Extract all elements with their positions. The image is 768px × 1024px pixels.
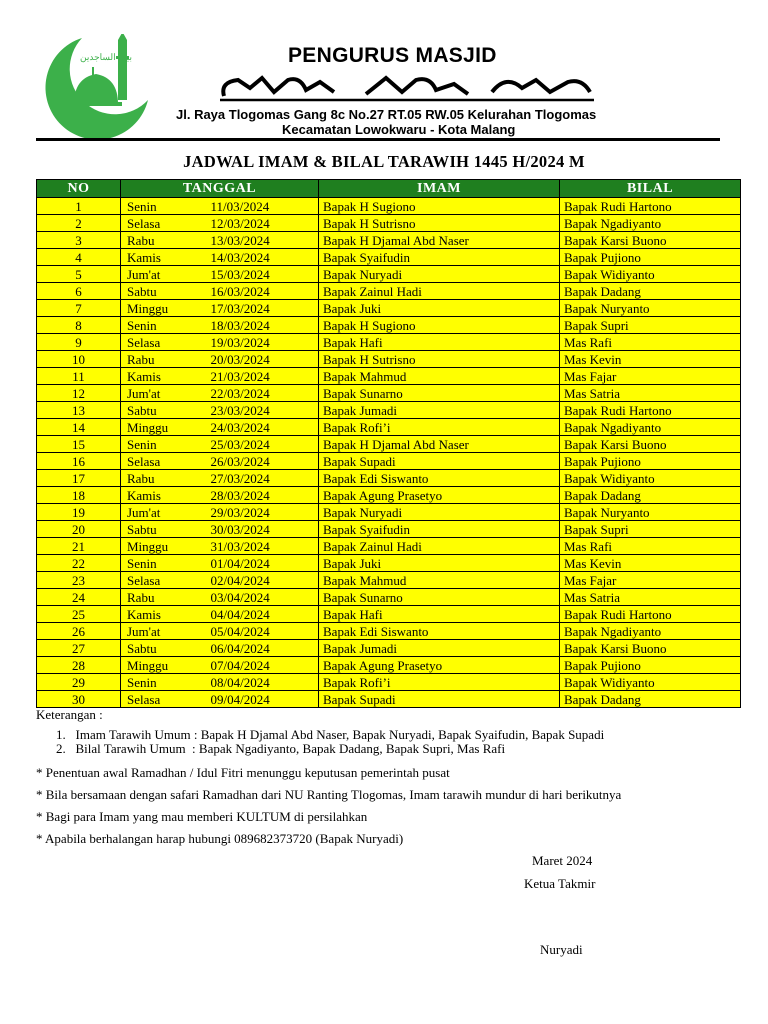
table-row [37,385,741,402]
cell-date: 21/03/2024 [205,368,319,385]
address-line-1: Jl. Raya Tlogomas Gang 8c No.27 RT.05 RW.05 Kelurahan Tlogomas [176,107,597,122]
cell-bilal: Bapak Karsi Buono [560,640,741,657]
cell-no: 16 [37,453,121,470]
table-row [37,317,741,334]
cell-day: Rabu [121,351,205,368]
cell-day: Kamis [121,249,205,266]
cell-date: 07/04/2024 [205,657,319,674]
cell-imam: Bapak Zainul Hadi [319,538,560,555]
cell-bilal: Bapak Dadang [560,283,741,300]
cell-no: 17 [37,470,121,487]
cell-imam: Bapak H Sutrisno [319,215,560,232]
cell-date: 06/04/2024 [205,640,319,657]
table-row [37,640,741,657]
cell-no: 24 [37,589,121,606]
cell-bilal: Bapak Pujiono [560,453,741,470]
cell-bilal: Mas Kevin [560,351,741,368]
signature-date: Maret 2024 [532,853,593,868]
cell-imam: Bapak Nuryadi [319,266,560,283]
note-item: * Bila bersamaan dengan safari Ramadhan dari NU Ranting Tlogomas, Imam tarawih mundur di hari berikutnya [36,787,622,802]
cell-bilal: Bapak Nuryanto [560,300,741,317]
cell-day: Selasa [121,691,205,708]
cell-day: Selasa [121,453,205,470]
table-row [37,691,741,708]
table-row [37,368,741,385]
cell-bilal: Bapak Rudi Hartono [560,198,741,215]
cell-no: 23 [37,572,121,589]
notes-bullets [36,765,621,853]
cell-imam: Bapak Mahmud [319,368,560,385]
cell-date: 29/03/2024 [205,504,319,521]
cell-date: 31/03/2024 [205,538,319,555]
cell-bilal: Mas Rafi [560,538,741,555]
cell-bilal: Bapak Dadang [560,487,741,504]
table-row [37,487,741,504]
cell-imam: Bapak Syaifudin [319,521,560,538]
cell-imam: Bapak Zainul Hadi [319,283,560,300]
table-row [37,572,741,589]
cell-no: 11 [37,368,121,385]
cell-date: 17/03/2024 [205,300,319,317]
table-row [37,521,741,538]
cell-day: Minggu [121,419,205,436]
table-row [37,232,741,249]
cell-day: Selasa [121,334,205,351]
cell-day: Kamis [121,487,205,504]
cell-date: 11/03/2024 [205,198,319,215]
cell-date: 16/03/2024 [205,283,319,300]
table-row [37,657,741,674]
cell-imam: Bapak Mahmud [319,572,560,589]
table-row [37,266,741,283]
cell-bilal: Mas Rafi [560,334,741,351]
cell-imam: Bapak Sunarno [319,589,560,606]
notes-list [56,728,604,756]
cell-date: 25/03/2024 [205,436,319,453]
cell-day: Sabtu [121,640,205,657]
org-title: PENGURUS MASJID [288,44,497,67]
cell-bilal: Bapak Karsi Buono [560,232,741,249]
col-header-imam: IMAM [319,180,560,198]
table-row [37,215,741,232]
cell-no: 25 [37,606,121,623]
cell-no: 28 [37,657,121,674]
table-row [37,249,741,266]
cell-date: 08/04/2024 [205,674,319,691]
cell-day: Rabu [121,589,205,606]
cell-day: Senin [121,198,205,215]
cell-imam: Bapak Jumadi [319,402,560,419]
cell-day: Senin [121,436,205,453]
cell-no: 21 [37,538,121,555]
cell-no: 6 [37,283,121,300]
cell-day: Senin [121,317,205,334]
cell-bilal: Bapak Widiyanto [560,266,741,283]
cell-bilal: Bapak Widiyanto [560,470,741,487]
cell-day: Jum'at [121,623,205,640]
table-row [37,283,741,300]
cell-day: Selasa [121,572,205,589]
table-row [37,538,741,555]
mosque-name-text: Baitus Sajidin [353,83,459,100]
mosque-logo [36,34,154,140]
signature-name: Nuryadi [540,942,583,957]
cell-no: 19 [37,504,121,521]
table-row [37,402,741,419]
table-row [37,419,741,436]
cell-imam: Bapak Jumadi [319,640,560,657]
cell-imam: Bapak H Djamal Abd Naser [319,232,560,249]
cell-no: 8 [37,317,121,334]
cell-date: 28/03/2024 [205,487,319,504]
cell-no: 5 [37,266,121,283]
cell-day: Jum'at [121,266,205,283]
cell-date: 15/03/2024 [205,266,319,283]
cell-date: 14/03/2024 [205,249,319,266]
table-row [37,674,741,691]
cell-imam: Bapak Rofi’i [319,419,560,436]
document-title: JADWAL IMAM & BILAL TARAWIH 1445 H/2024 M [183,152,585,171]
cell-bilal: Bapak Nuryanto [560,504,741,521]
cell-date: 23/03/2024 [205,402,319,419]
table-header-row [37,180,741,198]
signature-role: Ketua Takmir [524,876,596,891]
note-item: * Apabila berhalangan harap hubungi 089682373720 (Bapak Nuryadi) [36,831,404,846]
table-row [37,334,741,351]
col-header-tanggal: TANGGAL [121,180,319,198]
cell-imam: Bapak Hafi [319,606,560,623]
cell-bilal: Bapak Ngadiyanto [560,419,741,436]
cell-day: Kamis [121,368,205,385]
cell-no: 29 [37,674,121,691]
cell-imam: Bapak Juki [319,555,560,572]
table-row [37,504,741,521]
cell-bilal: Bapak Supri [560,317,741,334]
cell-no: 7 [37,300,121,317]
cell-no: 2 [37,215,121,232]
cell-no: 1 [37,198,121,215]
letterhead [0,0,768,145]
cell-no: 3 [37,232,121,249]
table-row [37,589,741,606]
cell-date: 05/04/2024 [205,623,319,640]
cell-bilal: Bapak Rudi Hartono [560,402,741,419]
cell-day: Rabu [121,232,205,249]
cell-day: Minggu [121,538,205,555]
cell-date: 04/04/2024 [205,606,319,623]
table-row [37,300,741,317]
col-header-no: NO [37,180,121,198]
cell-date: 01/04/2024 [205,555,319,572]
cell-bilal: Bapak Pujiono [560,249,741,266]
cell-bilal: Mas Fajar [560,572,741,589]
cell-imam: Bapak Agung Prasetyo [319,487,560,504]
cell-no: 15 [37,436,121,453]
mosque-name-calligraphy [216,66,596,106]
cell-imam: Bapak Hafi [319,334,560,351]
cell-date: 22/03/2024 [205,385,319,402]
cell-imam: Bapak Syaifudin [319,249,560,266]
cell-day: Minggu [121,657,205,674]
cell-imam: Bapak H Djamal Abd Naser [319,436,560,453]
cell-no: 30 [37,691,121,708]
cell-no: 10 [37,351,121,368]
cell-bilal: Bapak Ngadiyanto [560,215,741,232]
cell-bilal: Bapak Pujiono [560,657,741,674]
cell-imam: Bapak Edi Siswanto [319,623,560,640]
cell-date: 13/03/2024 [205,232,319,249]
note-item: * Bagi para Imam yang mau memberi KULTUM di persilahkan [36,809,368,824]
table-row [37,198,741,215]
cell-date: 12/03/2024 [205,215,319,232]
cell-imam: Bapak Juki [319,300,560,317]
cell-imam: Bapak Sunarno [319,385,560,402]
cell-date: 26/03/2024 [205,453,319,470]
cell-day: Rabu [121,470,205,487]
cell-bilal: Bapak Supri [560,521,741,538]
cell-date: 30/03/2024 [205,521,319,538]
cell-date: 20/03/2024 [205,351,319,368]
cell-no: 13 [37,402,121,419]
cell-day: Kamis [121,606,205,623]
cell-day: Selasa [121,215,205,232]
table-row [37,555,741,572]
schedule-table [36,179,741,708]
header-divider [36,138,720,141]
cell-day: Senin [121,555,205,572]
cell-day: Jum'at [121,504,205,521]
cell-date: 02/04/2024 [205,572,319,589]
cell-bilal: Bapak Widiyanto [560,674,741,691]
list-item: 1. Imam Tarawih Umum : Bapak H Djamal Abd Naser, Bapak Nuryadi, Bapak Syaifudin, Bapak Supadi [56,727,605,742]
cell-no: 14 [37,419,121,436]
cell-imam: Bapak Agung Prasetyo [319,657,560,674]
cell-bilal: Bapak Karsi Buono [560,436,741,453]
cell-day: Minggu [121,300,205,317]
cell-bilal: Mas Kevin [560,555,741,572]
cell-day: Sabtu [121,402,205,419]
cell-day: Senin [121,674,205,691]
cell-date: 24/03/2024 [205,419,319,436]
table-row [37,453,741,470]
notes-label: Keterangan : [36,707,103,722]
cell-day: Jum'at [121,385,205,402]
list-item: 2. Bilal Tarawih Umum : Bapak Ngadiyanto, Bapak Dadang, Bapak Supri, Mas Rafi [56,741,506,756]
cell-date: 09/04/2024 [205,691,319,708]
cell-no: 27 [37,640,121,657]
cell-imam: Bapak H Sugiono [319,198,560,215]
cell-imam: Bapak Nuryadi [319,504,560,521]
cell-bilal: Bapak Dadang [560,691,741,708]
cell-no: 18 [37,487,121,504]
table-row [37,470,741,487]
cell-no: 12 [37,385,121,402]
cell-imam: Bapak Edi Siswanto [319,470,560,487]
table-row [37,351,741,368]
note-item: * Penentuan awal Ramadhan / Idul Fitri menunggu keputusan pemerintah pusat [36,765,450,780]
cell-no: 4 [37,249,121,266]
cell-bilal: Mas Satria [560,385,741,402]
cell-day: Sabtu [121,521,205,538]
cell-no: 26 [37,623,121,640]
cell-imam: Bapak Supadi [319,453,560,470]
cell-date: 27/03/2024 [205,470,319,487]
cell-bilal: Mas Fajar [560,368,741,385]
cell-imam: Bapak Rofi’i [319,674,560,691]
cell-imam: Bapak H Sutrisno [319,351,560,368]
cell-date: 03/04/2024 [205,589,319,606]
cell-date: 18/03/2024 [205,317,319,334]
cell-bilal: Bapak Rudi Hartono [560,606,741,623]
cell-no: 20 [37,521,121,538]
cell-imam: Bapak Supadi [319,691,560,708]
cell-date: 19/03/2024 [205,334,319,351]
table-row [37,606,741,623]
table-row [37,623,741,640]
logo-arabic-text: بيت الساجدين [80,52,132,62]
cell-bilal: Bapak Ngadiyanto [560,623,741,640]
table-row [37,436,741,453]
cell-no: 22 [37,555,121,572]
cell-day: Sabtu [121,283,205,300]
col-header-bilal: BILAL [560,180,741,198]
address-line-2: Kecamatan Lowokwaru - Kota Malang [282,122,516,137]
cell-imam: Bapak H Sugiono [319,317,560,334]
cell-no: 9 [37,334,121,351]
cell-bilal: Mas Satria [560,589,741,606]
